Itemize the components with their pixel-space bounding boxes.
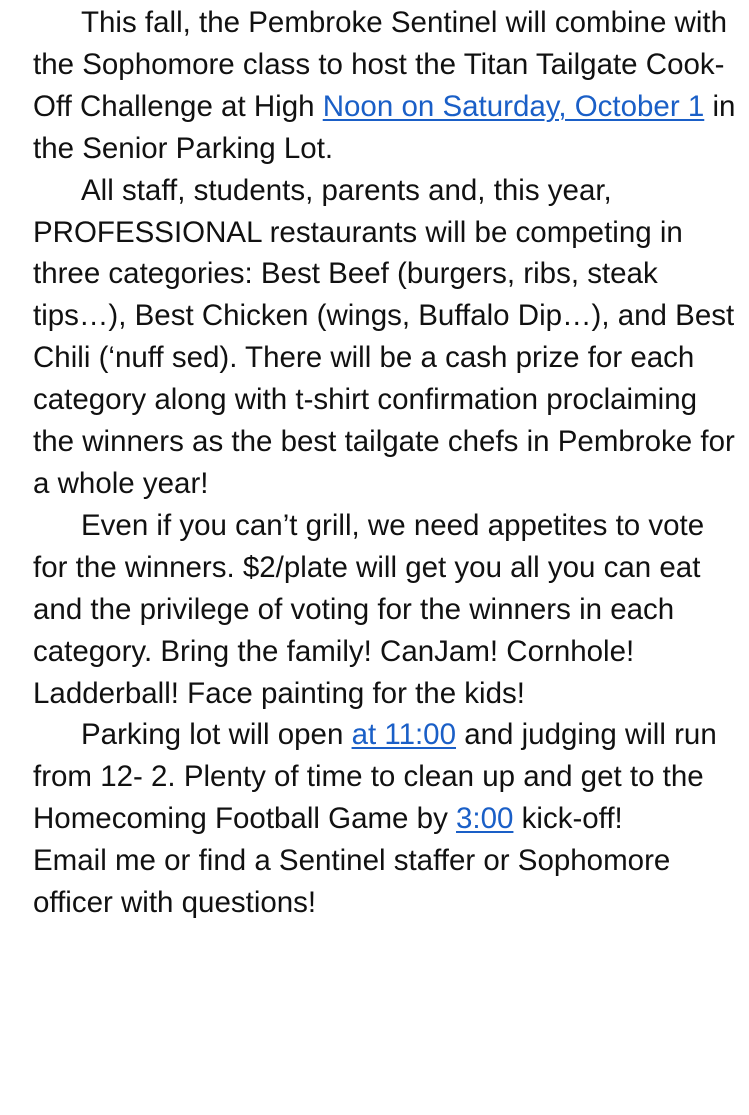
- schedule-text-3: kick-off!: [513, 802, 623, 836]
- date-link[interactable]: Noon on Saturday, October 1: [322, 89, 705, 123]
- paragraph-schedule: [33, 714, 745, 840]
- schedule-text-2: and judging will run from 12- 2. Plenty of time to clean up and get to the Homecoming Football Game by: [33, 718, 717, 836]
- document-body: [33, 2, 745, 924]
- paragraph-categories: [33, 170, 745, 505]
- contact-text: Email me or find a Sentinel staffer or Sophomore officer with questions!: [33, 844, 671, 920]
- paragraph-intro: [33, 2, 745, 170]
- paragraph-contact: [33, 840, 745, 924]
- intro-text-end: in the Senior Parking Lot.: [33, 89, 736, 165]
- schedule-text-1: Parking lot will open: [81, 718, 352, 752]
- kickoff-time-link[interactable]: 3:00: [456, 802, 514, 836]
- open-time-link[interactable]: at 11:00: [351, 718, 456, 752]
- voting-text: Even if you can’t grill, we need appetites to vote for the winners. $2/plate will get you all you can eat and the privilege of voting for the winners in each category. Bring the family! CanJam! Cornhole! Ladderball! Face painting for the kids!: [33, 508, 705, 710]
- paragraph-voting: [33, 505, 745, 715]
- intro-text: This fall, the Pembroke Sentinel will combine with the Sophomore class to host the Titan Tailgate Cook-Off Challenge at High: [33, 6, 728, 123]
- categories-text: All staff, students, parents and, this year, PROFESSIONAL restaurants will be competing in three categories: Best Beef (burgers, ribs, steak tips…), Best Chicken (wings, Buffalo Dip…), and Best Chili (‘nuff sed). There will be a cash prize for each category along with t-shirt confirmation proclaiming the winners as the best tailgate chefs in Pembroke for a whole year!: [33, 173, 735, 500]
